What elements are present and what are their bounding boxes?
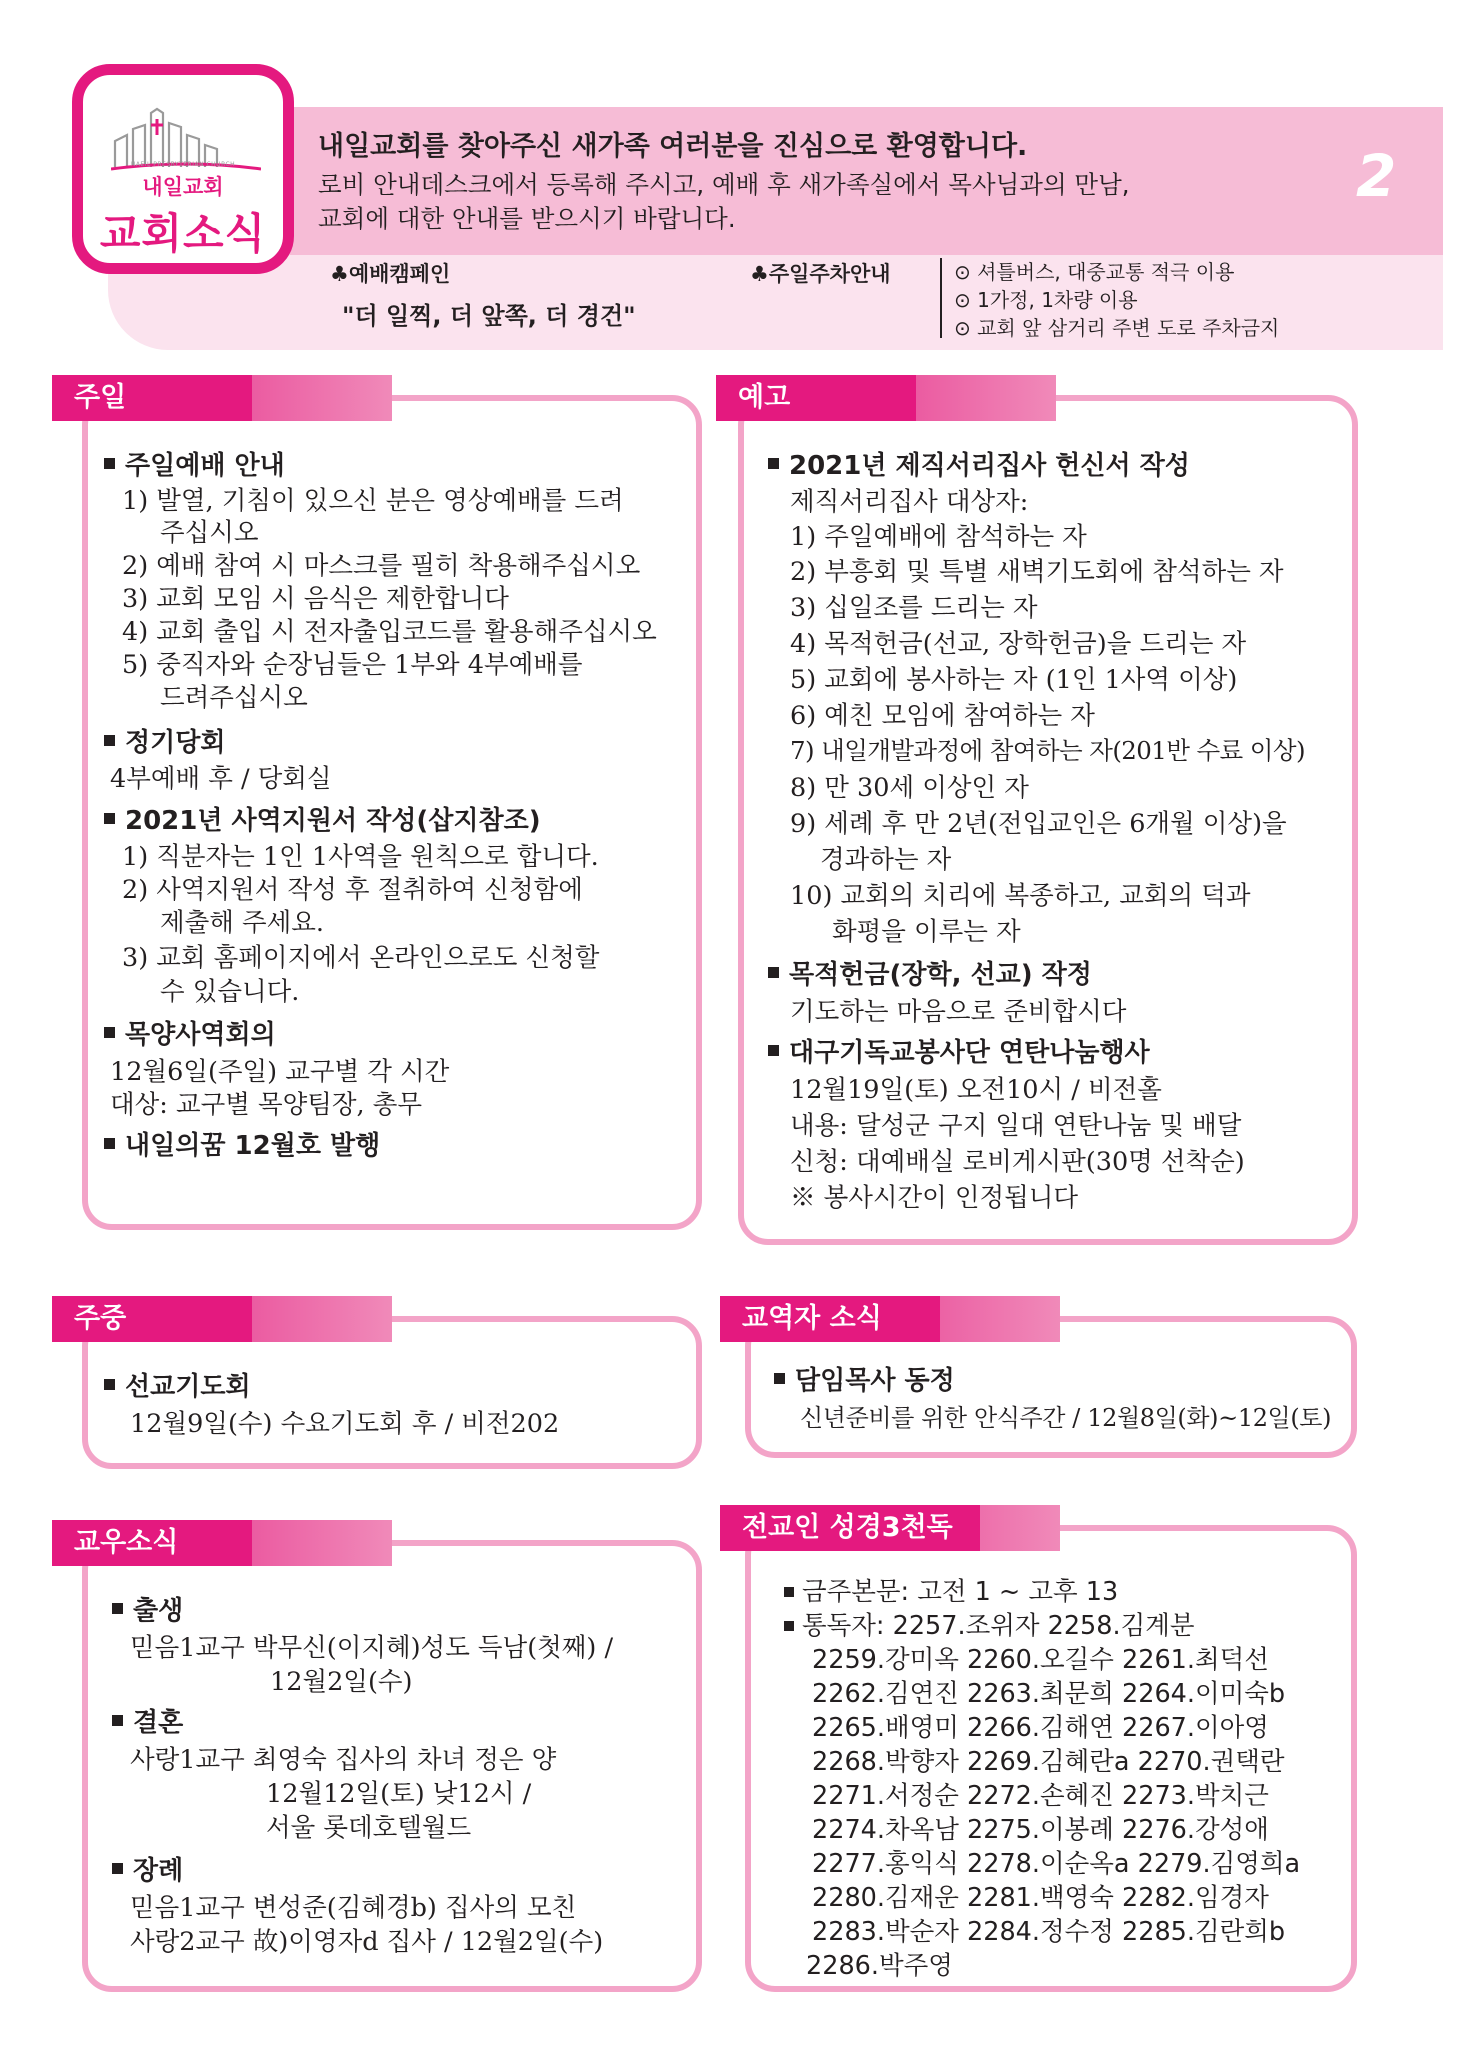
logo-subtitle: NAEIL PRESBYTERIAN CHURCH [130, 161, 236, 168]
list-item: 7) 내일개발과정에 참여하는 자(201반 수료 이상) [790, 736, 1305, 765]
list-item: 6) 예친 모임에 참여하는 자 [790, 701, 1095, 731]
welcome-text-line: 교회에 대한 안내를 받으시기 바랍니다. [318, 204, 736, 233]
reader-row: 2283.박순자 2284.정수정 2285.김란희b [812, 1917, 1286, 1947]
list-item: 1) 직분자는 1인 1사역을 원칙으로 합니다. [122, 842, 599, 872]
list-item: 경과하는 자 [820, 845, 952, 875]
bullet-square-icon [768, 458, 779, 469]
reader-row: 2274.차옥남 2275.이봉례 2276.강성애 [812, 1815, 1269, 1845]
list-item: 12월9일(수) 수요기도회 후 / 비전202 [130, 1409, 560, 1439]
list-item: 제직서리집사 대상자: [790, 487, 1029, 517]
list-item: 주십시오 [160, 518, 259, 548]
list-item: 화평을 이루는 자 [832, 917, 1021, 947]
list-item: 2) 예배 참여 시 마스크를 필히 착용해주십시오 [122, 551, 641, 581]
section-heading: 목적헌금(장학, 선교) 작정 [768, 954, 1092, 991]
parking-item: ⊙ 교회 앞 삼거리 주변 도로 주차금지 [954, 316, 1280, 340]
list-item: 신년준비를 위한 안식주간 / 12월8일(화)~12일(토) [800, 1404, 1332, 1432]
bullet-square-icon [768, 1045, 779, 1056]
reader-row: 2280.김재운 2281.백영숙 2282.임경자 [812, 1883, 1269, 1913]
list-item: 12월2일(수) [270, 1667, 413, 1697]
list-item: 서울 롯데호텔월드 [266, 1813, 472, 1843]
reader-row: 2268.박향자 2269.김혜란a 2270.권택란 [812, 1747, 1285, 1777]
list-item: 제출해 주세요. [160, 908, 325, 938]
reader-row: 2262.김연진 2263.최문희 2264.이미숙b [812, 1679, 1286, 1709]
list-item: 3) 십일조를 드리는 자 [790, 593, 1038, 623]
list-item: 믿음1교구 변성준(김혜경b) 집사의 모친 [130, 1893, 577, 1923]
list-heading: 통독자: 2257.조위자 2258.김계분 [784, 1606, 1195, 1642]
church-logo [72, 64, 294, 274]
list-item: 5) 중직자와 순장님들은 1부와 4부예배를 [122, 650, 583, 680]
reader-row: 2286.박주영 [806, 1951, 953, 1981]
list-item: 드려주십시오 [160, 683, 308, 713]
list-item: 1) 주일예배에 참석하는 자 [790, 522, 1087, 552]
bullet-square-icon [112, 1863, 123, 1874]
logo-name: 내일교회 [142, 175, 224, 199]
pastor-tab: 교역자 소식 [720, 1296, 940, 1342]
parking-item: ⊙ 1가정, 1차량 이용 [954, 288, 1138, 312]
list-item: 12월12일(토) 낮12시 / [266, 1779, 532, 1809]
bullet-square-icon [104, 458, 115, 469]
list-item: 4) 교회 출입 시 전자출입코드를 활용해주십시오 [122, 617, 657, 647]
list-item: 12월6일(주일) 교구별 각 시간 [110, 1057, 450, 1087]
list-item: 4부예배 후 / 당회실 [110, 764, 332, 794]
section-heading: 담임목사 동정 [774, 1360, 955, 1397]
section-heading: 장례 [112, 1850, 183, 1887]
parking-item: ⊙ 셔틀버스, 대중교통 적극 이용 [954, 260, 1235, 284]
reader-row: 2271.서정순 2272.손혜진 2273.박치근 [812, 1781, 1269, 1811]
bullet-square-icon [104, 813, 115, 824]
list-item: 2) 부흥회 및 특별 새벽기도회에 참석하는 자 [790, 557, 1284, 587]
list-item: 기도하는 마음으로 준비합시다 [790, 997, 1127, 1027]
bullet-square-icon [104, 1379, 115, 1390]
section-heading: 정기당회 [104, 722, 225, 759]
bullet-square-icon [768, 967, 779, 978]
welcome-headline: 내일교회를 찾아주신 새가족 여러분을 진심으로 환영합니다. [318, 131, 1028, 162]
list-item: 내용: 달성군 구지 일대 연탄나눔 및 배달 [790, 1111, 1242, 1141]
list-item: 믿음1교구 박무신(이지혜)성도 득남(첫째) / [130, 1633, 614, 1663]
list-item: 대상: 교구별 목양팀장, 총무 [110, 1090, 422, 1120]
page-number: 2 [1356, 142, 1397, 210]
bullet-square-icon [784, 1587, 794, 1597]
bullet-square-icon [774, 1373, 785, 1384]
section-heading: 결혼 [112, 1702, 183, 1739]
members-tab: 교우소식 [52, 1520, 252, 1566]
midweek-tab: 주중 [52, 1296, 252, 1342]
list-item: ※ 봉사시간이 인정됩니다 [790, 1183, 1079, 1213]
bullet-square-icon [104, 1027, 115, 1038]
section-heading: 내일의꿈 12월호 발행 [104, 1125, 380, 1162]
list-item: 신청: 대예배실 로비게시판(30명 선착순) [790, 1147, 1245, 1177]
welcome-text-line: 로비 안내데스크에서 등록해 주시고, 예배 후 새가족실에서 목사님과의 만남, [318, 170, 1130, 199]
bible-tab: 전교인 성경3천독 [720, 1505, 980, 1551]
list-item: 10) 교회의 치리에 복종하고, 교회의 덕과 [790, 881, 1251, 911]
section-heading: 대구기독교봉사단 연탄나눔행사 [768, 1032, 1150, 1069]
section-heading: 목양사역회의 [104, 1014, 276, 1051]
reader-row: 2277.홍익식 2278.이순옥a 2279.김영희a [812, 1849, 1301, 1879]
section-heading: 2021년 제직서리집사 헌신서 작성 [768, 445, 1190, 482]
bullet-square-icon [104, 735, 115, 746]
list-item: 1) 발열, 기침이 있으신 분은 영상예배를 드려 [122, 486, 624, 516]
section-heading: 2021년 사역지원서 작성(삽지참조) [104, 800, 541, 837]
parking-label: ♣주일주차안내 [750, 262, 891, 286]
list-heading: 금주본문: 고전 1 ~ 고후 13 [784, 1572, 1118, 1608]
bullet-square-icon [784, 1621, 794, 1631]
campaign-label: ♣예배캠페인 [330, 262, 451, 286]
notice-tab: 예고 [716, 375, 916, 421]
list-item: 8) 만 30세 이상인 자 [790, 773, 1029, 803]
bullet-square-icon [112, 1715, 123, 1726]
sunday-tab: 주일 [52, 375, 252, 421]
list-item: 4) 목적헌금(선교, 장학헌금)을 드리는 자 [790, 629, 1247, 659]
section-heading: 출생 [112, 1590, 183, 1627]
list-item: 5) 교회에 봉사하는 자 (1인 1사역 이상) [790, 665, 1238, 695]
reader-row: 2259.강미옥 2260.오길수 2261.최덕선 [812, 1645, 1269, 1675]
parking-divider [940, 258, 942, 338]
list-item: 수 있습니다. [160, 977, 300, 1007]
bullet-square-icon [104, 1138, 115, 1149]
campaign-slogan: "더 일찍, 더 앞쪽, 더 경건" [342, 302, 636, 330]
section-heading: 선교기도회 [104, 1366, 251, 1403]
list-item: 사랑1교구 최영숙 집사의 차녀 정은 양 [130, 1745, 557, 1775]
reader-row: 2265.배영미 2266.김해연 2267.이아영 [812, 1713, 1269, 1743]
list-item: 9) 세례 후 만 2년(전입교인은 6개월 이상)을 [790, 809, 1287, 839]
list-item: 3) 교회 홈페이지에서 온라인으로도 신청할 [122, 943, 600, 973]
page-title: 교회소식 [99, 209, 267, 258]
bullet-square-icon [112, 1603, 123, 1614]
list-item: 3) 교회 모임 시 음식은 제한합니다 [122, 584, 509, 614]
list-item: 12월19일(토) 오전10시 / 비전홀 [790, 1075, 1162, 1105]
section-heading: 주일예배 안내 [104, 445, 285, 482]
list-item: 2) 사역지원서 작성 후 절취하여 신청함에 [122, 875, 583, 905]
list-item: 사랑2교구 故)이영자d 집사 / 12월2일(수) [130, 1927, 604, 1957]
